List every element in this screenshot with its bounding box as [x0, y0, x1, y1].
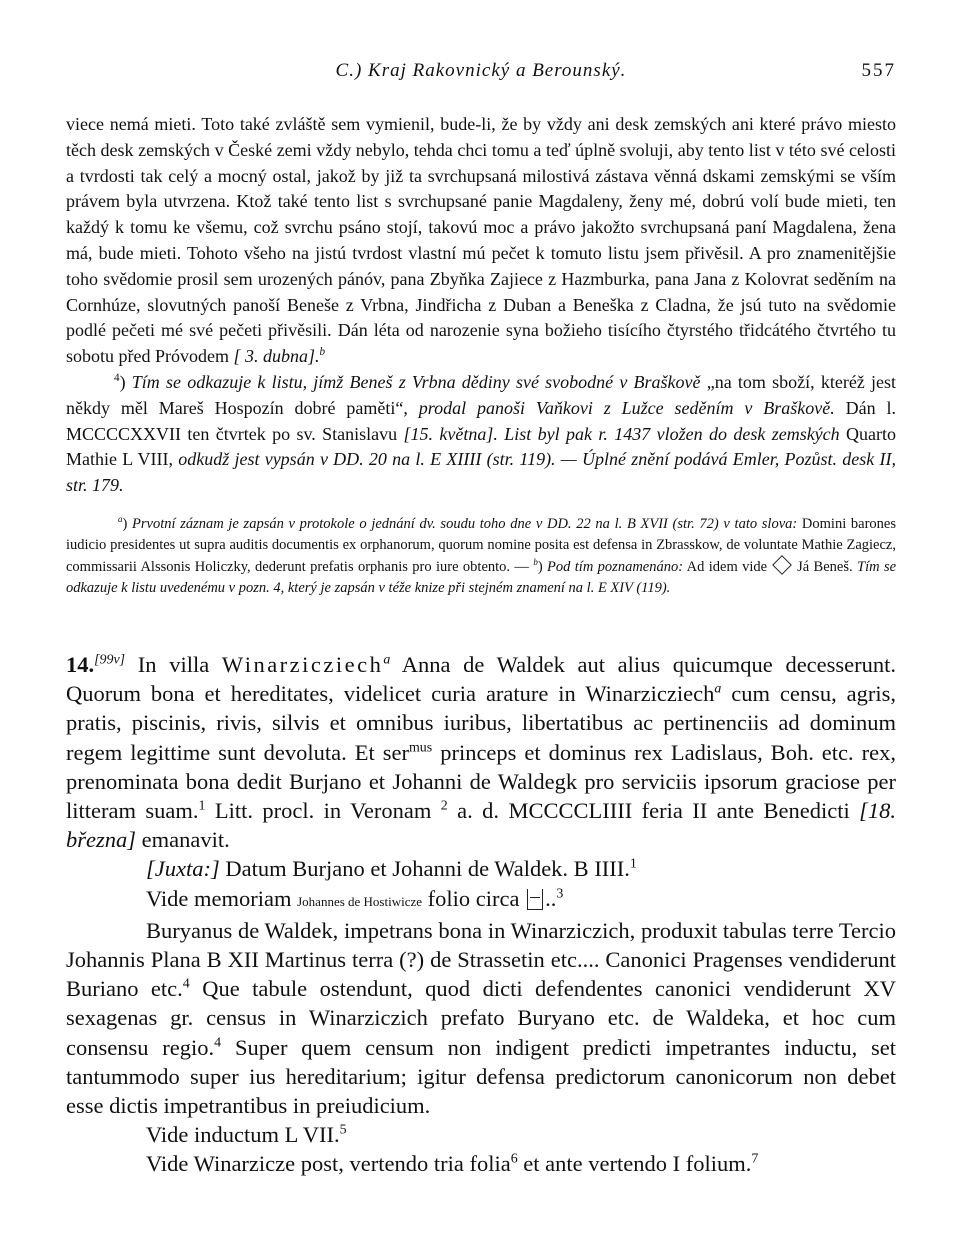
note-b-latin2: Já Beneš. [797, 558, 853, 575]
juxta-line [66, 854, 896, 883]
sup-1: 1 [198, 798, 206, 814]
running-title: C.) Kraj Rakovnický a Berounský. [335, 60, 627, 81]
vide-winarzicze-line [66, 1149, 896, 1178]
juxta-text: Datum Burjano et Johanni de Waldek. B IIII. [225, 856, 630, 882]
sup-7: 7 [751, 1151, 759, 1167]
villa-name: Winarzicziech [221, 652, 384, 677]
entry-text-6: a. d. MCCCCLIIII feria II ante Benedicti [457, 798, 850, 824]
fn4-text-g: odkudž jest vypsán v DD. 20 na l. E XIIII (str. 119). — Úplné znění podává Emler, Pozůst. desk II, str. 179. [66, 449, 897, 496]
vide1-a: Vide memoriam [146, 885, 292, 911]
sup-5: 5 [339, 1122, 347, 1138]
vide1-b: folio circa [427, 885, 520, 911]
fn4-text-f: Quarto Mathie L VIII, [66, 423, 897, 470]
critical-notes [66, 514, 896, 600]
charter-date: [ 3. dubna]. [233, 346, 320, 367]
folio-ref: [99v] [94, 652, 126, 668]
sup-1-b: 1 [629, 856, 637, 872]
p3c-text: Super quem censum non indigent predicti impetrantes inductu, set tantummodo super ius hereditarium; igitur defensa predictorum canonicorum non debet esse dictis impetrantibus in preiudicium. [66, 1034, 897, 1119]
fn4-text-a: Tím se odkazuje k listu, jímž Beneš z Vrbna dědiny své svobodné v Braškově [131, 371, 701, 392]
entry-text-5: Litt. procl. in Veronam [214, 798, 432, 824]
page-header [66, 60, 896, 84]
diamond-sign-icon [772, 555, 792, 575]
entry-text-4: princeps et dominus rex Ladislaus, Boh. etc. rex, prenominata bona dedit Burjano et Johanni de Waldegk pro serviciis ipsorum graciose per litteram suam. [66, 739, 896, 824]
p3b-text: Que tabule ostendunt, quod dicti defendentes canonici vendiderunt XV sexagenas gr. census in Winarziczich prefato Buryano etc. de Waldeka, et hoc cum consensu regio. [66, 976, 897, 1060]
note-a-italic: Prvotní záznam je zapsán v protokole o jednání dv. soudu toho dne v DD. 22 na l. B XVII (str. 72) v tato slova: [132, 516, 798, 532]
sup-a: a [383, 652, 391, 668]
entry-date: [18. března] [66, 798, 897, 853]
entry-14 [66, 650, 896, 1179]
vide3b-text: et ante vertendo I folium. [523, 1151, 752, 1177]
sup-2: 2 [440, 798, 448, 814]
folio-sign-icon [527, 889, 543, 910]
sup-6: 6 [510, 1151, 518, 1167]
villa-name-2: Winarzicziech [585, 681, 715, 707]
entry-paragraph-main [66, 650, 896, 854]
sup-3: 3 [556, 886, 564, 902]
fn4-text-e: [15. května]. List byl pak r. 1437 vložen do desk zemských [403, 423, 840, 444]
fn4-text-c: prodal panoši Vaňkovi z Lužce seděním v Braškově. [418, 397, 835, 418]
footnote-number: 4 [114, 371, 120, 384]
vide2-text: Vide inductum L VII. [146, 1122, 340, 1148]
paragraph-charter [66, 112, 896, 370]
footnote-4: $^4$) Tím se odkazuje k listu, jímž Beneš z Vrbna dědiny své svobodné v Braškově „na tom sboží, kteréž jest někdy měl Mareš Hospozín dobré paměti“, prodal panoši Vaňkovi z Lužce seděním v Braškově. Dán l. MCCCCXXVII ten čtvrtek po sv. Stanislavu [15. května]. List byl pak r. 1437 vložen do desk zemských Quarto Mathie L VIII, odkudž jest vypsán v DD. 20 na l. E XIIII (str. 119). — Úplné znění podává Emler, Pozůst. desk II, str. 179. [66, 371, 897, 496]
note-b-latin1: Ad idem vide [686, 558, 768, 575]
sup-mus: mus [408, 740, 433, 756]
page-number: 557 [861, 60, 896, 81]
note-b-italic2: Tím se odkazuje k listu uvedenému v pozn. 4, který je zapsán v téže knize při stejném znamení na l. E XIV (119). [66, 558, 897, 597]
main-text-block [66, 112, 896, 499]
note-a-mark: a [118, 514, 123, 525]
juxta-label: [Juxta:] [146, 856, 220, 882]
entry-number: 14. [66, 652, 95, 677]
sup-4-b: 4 [214, 1035, 222, 1051]
entry-text-3: cum censu, agris, pratis, piscinis, rivis, silvis et omnibus iuribus, libertatibus ac pertinenciis ad dominum regem legittime sunt devoluta. Et ser [66, 681, 897, 765]
vide-inductum-line [66, 1120, 896, 1149]
fn4-text-d: Dán l. MCCCCXXVII ten čtvrtek po sv. Stanislavu [66, 397, 896, 444]
charter-text: viece nemá mieti. Toto také zvláště sem vymienil, bude-li, že by vždy ani desk zemských ani které právo miesto těch desk zemských v České zemi vždy nebylo, tehda chci tomu a teď úplně svoluji, aby tento list v této své celosti a tvrdosti tak celý a mocný ostal, jakož by již ta svrchupsaná milostivá zástava věnná dskami zemskými se vším právem byla utvrzena. Ktož také tento list s svrchupsané panie Magdaleny, ženy mé, dobrú volí bude mieti, ten každý k tomu ke všemu, což svrchu psáno stojí, takovú moc a právo jakožto svrchupsaná paní Magdalena, žena má, bude mieti. Tohoto všeho na jistú tvrdost vlastní mú pečet k tomuto listu jsem přivěsil. A pro znamenitějšie toho svědomie prosil sem urozených pánóv, pana Zbyňka Zajiece z Hazmburka, pana Jana z Kolovrat seděním na Cornhúze, slovutných panoší Beneše z Vrbna, Jindřicha z Duban a Beneška z Cladna, že jsú tuto na svědomie podlé pečeti mé své pečeti přivěsili. Dán léta od narozenie syna božieho tisícího čtyrstého třidcátého čtvrtého tu sobotu před Próvodem [66, 114, 896, 367]
sup-4: 4 [182, 976, 190, 992]
note-mark-b: b [319, 346, 326, 359]
sup-a-2: a [714, 681, 722, 697]
note-b-italic: Pod tím poznamenáno: [547, 558, 684, 575]
vide-memoriam-line: Vide memoriam Johannes de Hostiwicze folio circa ..$^3$ [146, 885, 564, 911]
buryanus-paragraph [66, 916, 896, 1120]
note-a-latin: Domini barones iudicio presidentes ut supra auditis documentis ex orphanorum, quorum nomine posita est defensa in Zbrasskow, de voluntate Mathie Zagiecz, commissarii Alssonis Holiczky, dederunt prefatis orphanis pro iure obtento. — [66, 516, 897, 575]
p3-text: Buryanus de Waldek, impetrans bona in Winarziczich, produxit tabulas terre Tercio Johannis Plana B XII Martinus terra (?) de Strassetin etc.... Canonici Pragenses vendiderunt Buriano etc. [66, 917, 896, 1002]
fn4-quote: „na tom sboží, kteréž jest někdy měl Mareš Hospozín dobré paměti“, [66, 371, 896, 418]
note-a: $^a$) Prvotní záznam je zapsán v protokole o jednání dv. soudu toho dne v DD. 22 na l. B XVII (str. 72) v tato slova: Domini barones iudicio presidentes ut supra auditis documentis ex orphanorum, quorum nomine posita est defensa in Zbrasskow, de voluntate Mathie Zagiecz, commissarii Alssonis Holiczky, dederunt prefatis orphanis pro iure obtento. — $^b$) Pod tím poznamenáno: Ad idem vide Já Beneš. Tím se odkazuje k listu uvedenému v pozn. 4, který je zapsán v téže knize při stejném znamení na l. E XIV (119). [66, 514, 897, 597]
vide1-small: Johannes de Hostiwicze [297, 893, 423, 909]
entry-text-7: emanavit. [141, 827, 230, 853]
vide3-text: Vide Winarzicze post, vertendo tria folia [146, 1151, 511, 1177]
entry-text-2: Anna de Waldek aut alius quicumque decesserunt. Quorum bona et hereditates, videlicet curia arature in [66, 652, 897, 707]
entry-text-1: In villa [137, 652, 210, 677]
note-b-mark: b [533, 556, 538, 567]
